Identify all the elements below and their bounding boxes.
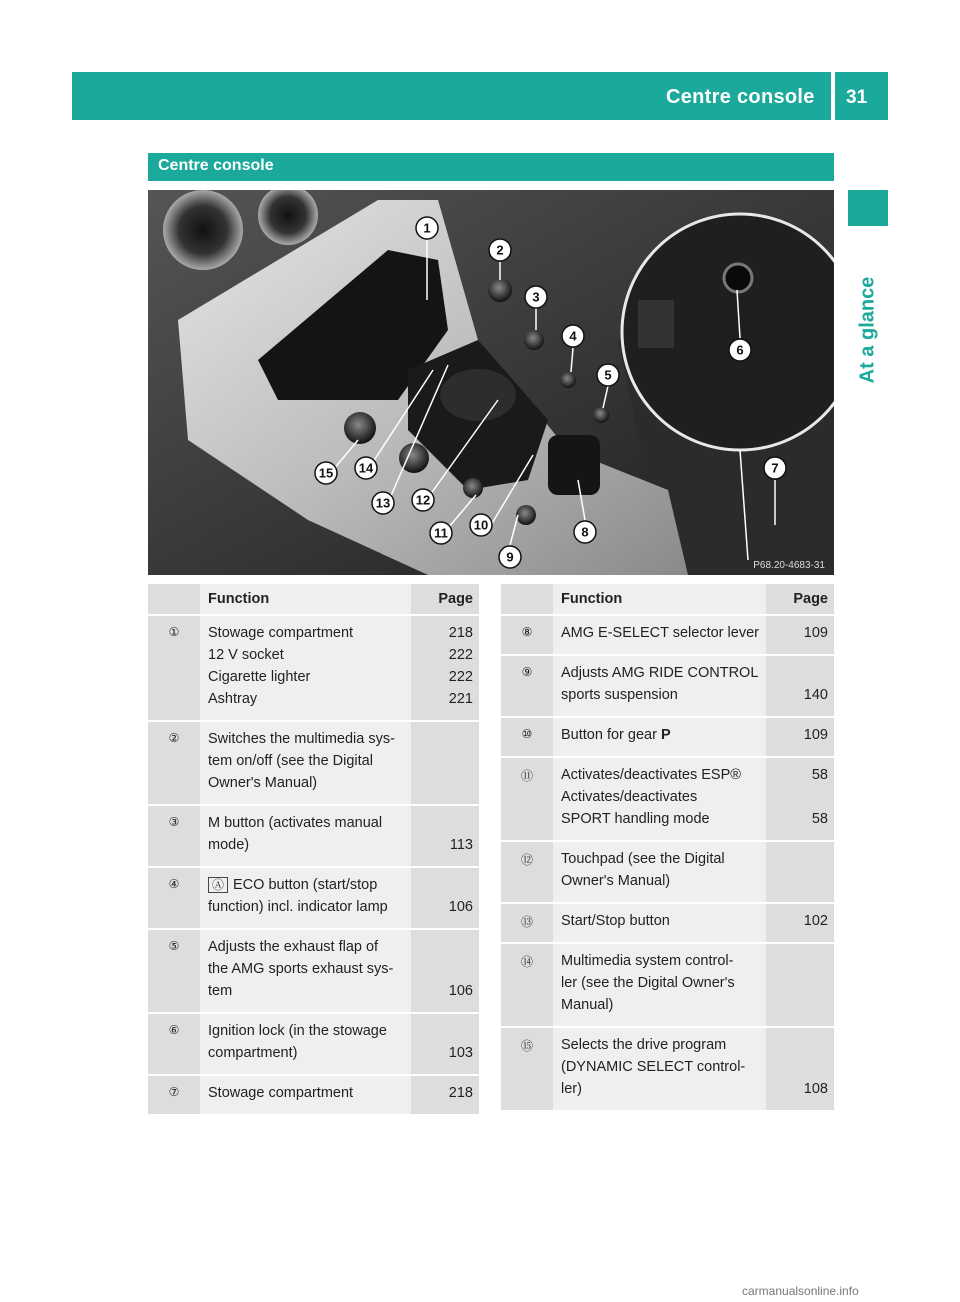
function-text: ECO button (start/stop [233,877,378,893]
air-vent-left [163,190,243,270]
esp-button-shape [463,478,483,498]
function-line [208,814,405,832]
page-number-value [411,876,473,894]
table-row [148,722,479,806]
table-row [501,718,834,758]
header-num-cell [501,584,553,616]
item-number: ① [148,616,200,722]
function-line [561,766,760,784]
eco-icon: Ⓐ [208,877,228,893]
function-line [561,1036,760,1054]
function-line [208,1044,405,1062]
page-number-value: 222 [448,669,473,685]
multimedia-onoff-button-shape [488,278,512,302]
table-row [501,944,834,1028]
page-number-value: 109 [803,727,828,743]
item-number: ⑤ [148,930,200,1014]
function-line [561,912,760,930]
function-text: Stowage compartment [208,625,354,641]
page-reference [766,1028,834,1112]
callout-number: 4 [569,328,577,344]
page-number-value: 103 [448,1045,473,1061]
callout-number: 10 [473,517,489,533]
page-number-value: 58 [811,811,828,827]
gear-label: P [660,727,671,743]
function-description [200,1014,411,1076]
m-button-shape [524,330,544,350]
footer-watermark: carmanualsonline.info [742,1284,859,1298]
callout-number: 8 [581,524,589,540]
function-line [561,1080,760,1098]
item-number: ⑪ [501,758,553,842]
function-text: Adjusts the exhaust flap of [208,939,379,955]
item-number: ⑮ [501,1028,553,1112]
function-text: Switches the multimedia sys- [208,731,395,747]
table-header-row [501,584,834,616]
header-num-cell [148,584,200,616]
function-line [561,996,760,1014]
table-row [148,616,479,722]
drive-program-knob-shape [344,412,376,444]
function-text: Activates/deactivates [561,789,698,805]
page-number-value [766,974,828,992]
figure-code: P68.20-4683-31 [753,560,825,571]
function-line [208,876,405,894]
page-number-value [411,814,473,832]
page-reference [766,758,834,842]
function-description [553,842,766,904]
page-reference [766,616,834,656]
item-number: ⑭ [501,944,553,1028]
page-reference [766,904,834,944]
function-line [561,872,760,890]
function-text: Activates/deactivates ESP® [561,767,741,783]
callout-number: 12 [415,492,431,508]
function-description [200,930,411,1014]
function-line [561,952,760,970]
function-description [553,718,766,758]
function-text: Button for gear [561,727,661,743]
function-text: tem [208,983,233,999]
function-line [561,850,760,868]
function-line [208,668,405,686]
function-table-left [148,584,479,1116]
function-table-right [501,584,834,1112]
page-reference [411,722,479,806]
page-number-value: 222 [448,647,473,663]
page-number-value [411,774,473,792]
page-number-value [766,664,828,682]
page-number-value [411,730,473,748]
function-text: ler) [561,1081,582,1097]
function-text: (DYNAMIC SELECT control- [561,1059,746,1075]
callout-number: 7 [771,460,779,476]
page-number-value [766,872,828,890]
function-line [208,960,405,978]
callout-number: 6 [736,342,744,358]
page-reference [766,944,834,1028]
page-reference [411,1076,479,1116]
section-title: Centre console [158,157,274,174]
header-function: Function [553,584,766,616]
page-reference [411,806,479,868]
item-number: ④ [148,868,200,930]
ignition-lock-shape [724,264,752,292]
function-text: Touchpad (see the Digital [561,851,725,867]
item-number: ⑨ [501,656,553,718]
item-number: ⑩ [501,718,553,758]
function-text: tem on/off (see the Digital [208,753,373,769]
callout-number: 1 [423,220,431,236]
function-text: M button (activates manual [208,815,383,831]
function-description [200,616,411,722]
page-number-value: 113 [449,837,473,853]
table-row [148,930,479,1014]
function-text: Cigarette lighter [208,669,311,685]
callout-number: 11 [434,525,448,541]
function-description [200,722,411,806]
page-number-value [766,952,828,970]
page-number-value [411,1022,473,1040]
page-number-value: 58 [811,767,828,783]
page-number-value: 106 [448,983,473,999]
touchpad-shape [548,435,600,495]
function-text: Owner's Manual) [561,873,671,889]
function-description [553,656,766,718]
page-reference [411,868,479,930]
item-number: ⑧ [501,616,553,656]
page-reference [766,656,834,718]
header-function: Function [200,584,411,616]
function-line [208,624,405,642]
function-text: ler (see the Digital Owner's [561,975,735,991]
function-text: sports suspension [561,687,678,703]
function-text: Start/Stop button [561,913,670,929]
table-row [501,904,834,944]
table-row [148,806,479,868]
function-line [208,1084,405,1102]
function-text: function) incl. indicator lamp [208,899,388,915]
function-text: Ashtray [208,691,258,707]
function-line [561,788,760,806]
ride-control-button-shape [516,505,536,525]
page-number-value [766,1036,828,1054]
page-reference [766,842,834,904]
eco-button-shape [560,372,576,388]
exhaust-button-shape [593,407,609,423]
page-reference [411,930,479,1014]
function-line [208,982,405,1000]
callout-number: 15 [318,465,334,481]
callout-number: 3 [532,289,540,305]
page-reference [411,1014,479,1076]
header-page: Page [766,584,834,616]
function-description [200,868,411,930]
selector-lever-shape [440,369,516,421]
function-line [561,974,760,992]
function-line [208,646,405,664]
page-number-value [411,938,473,956]
function-description [200,1076,411,1116]
function-text: Adjusts AMG RIDE CONTROL [561,665,759,681]
page-number-value: 221 [448,691,473,707]
page-number-value: 106 [448,899,473,915]
page-number-value: 102 [803,913,828,929]
function-line [208,1022,405,1040]
callout-number: 5 [604,367,612,383]
table-row [501,842,834,904]
function-description [553,944,766,1028]
page-number-value: 218 [448,625,473,641]
header-divider [831,72,835,120]
function-line [208,752,405,770]
callout-number: 14 [358,460,374,476]
page-number-value [766,1058,828,1076]
function-line [208,836,405,854]
header-title: Centre console [666,86,815,108]
item-number: ⑬ [501,904,553,944]
inset-detail-shape [638,300,674,348]
page-number-value [411,960,473,978]
function-line [561,1058,760,1076]
item-number: ③ [148,806,200,868]
function-description [553,904,766,944]
page-reference [411,616,479,722]
function-line [561,726,760,744]
function-line [208,774,405,792]
function-description [200,806,411,868]
side-tab-marker [848,190,888,226]
callout-number: 2 [496,242,504,258]
function-line [561,624,760,642]
page-number-value: 218 [448,1085,473,1101]
table-header-row [148,584,479,616]
function-line [561,810,760,828]
function-text: Stowage compartment [208,1085,354,1101]
function-description [553,1028,766,1112]
function-text: the AMG sports exhaust sys- [208,961,394,977]
function-text: 12 V socket [208,647,284,663]
page-number-value [411,752,473,770]
page-number-value [766,788,828,806]
header-page: Page [411,584,479,616]
callout-number: 9 [506,549,514,565]
page-reference [766,718,834,758]
table-row [501,758,834,842]
function-text: Owner's Manual) [208,775,318,791]
function-line [208,938,405,956]
function-text: AMG E-SELECT selector lever [561,625,759,641]
function-text: Ignition lock (in the stowage [208,1023,387,1039]
function-text: Multimedia system control- [561,953,734,969]
item-number: ⑦ [148,1076,200,1116]
function-line [561,664,760,682]
item-number: ② [148,722,200,806]
table-row [148,868,479,930]
function-description [553,616,766,656]
page-number-value: 140 [803,687,828,703]
function-description [553,758,766,842]
callout-number: 13 [375,495,391,511]
table-row [501,616,834,656]
table-row [148,1014,479,1076]
item-number: ⑥ [148,1014,200,1076]
function-text: SPORT handling mode [561,811,710,827]
function-line [208,730,405,748]
function-text: mode) [208,837,250,853]
page-number-value: 108 [803,1081,828,1097]
function-line [561,686,760,704]
function-text: Manual) [561,997,614,1013]
table-row [501,656,834,718]
side-tab-label: At a glance [856,276,879,384]
function-text: Selects the drive program [561,1037,727,1053]
table-row [501,1028,834,1112]
item-number: ⑫ [501,842,553,904]
function-text: compartment) [208,1045,298,1061]
function-line [208,690,405,708]
page-number-value: 109 [803,625,828,641]
page-number-value [766,850,828,868]
table-row [148,1076,479,1116]
function-line [208,898,405,916]
page-number-value [766,996,828,1014]
page-number: 31 [846,87,868,108]
centre-console-photo [148,190,834,575]
